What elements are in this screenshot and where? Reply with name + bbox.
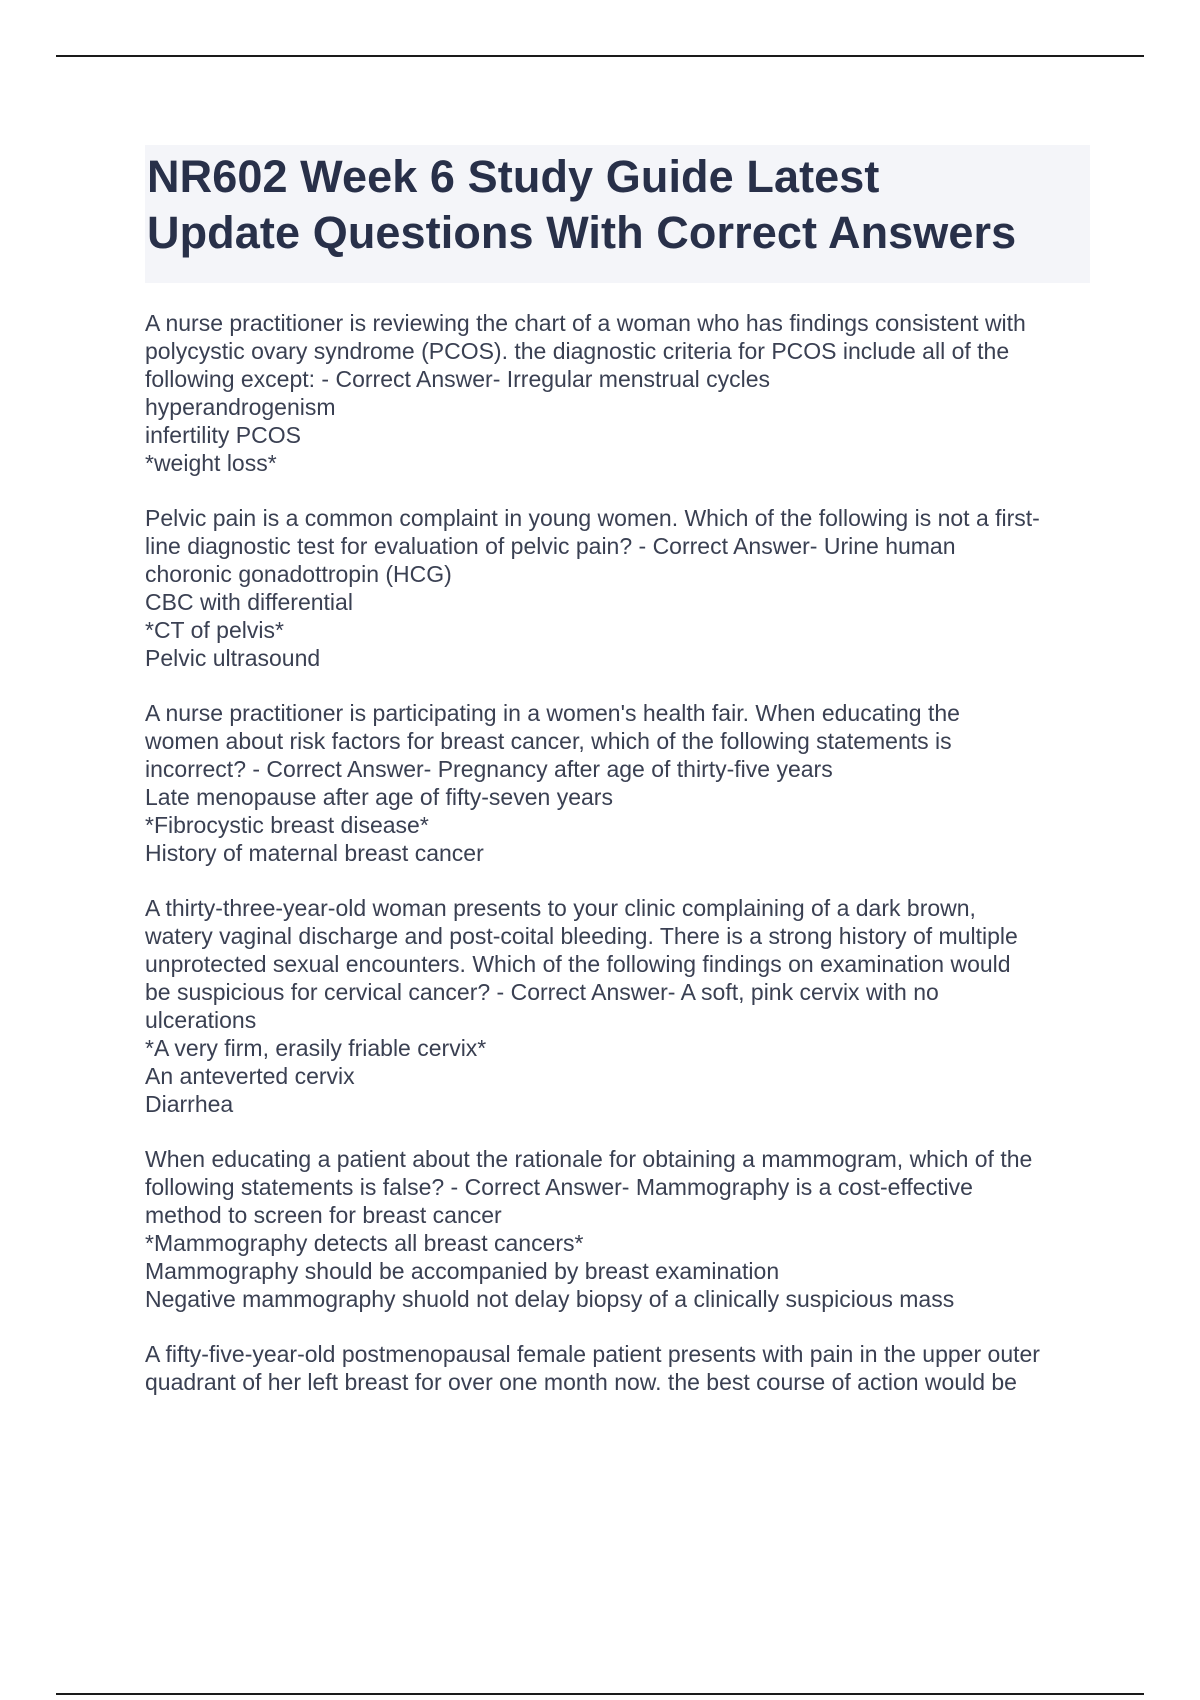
question-text-line: Diarrhea: [145, 1091, 234, 1117]
question-text-line: Pelvic ultrasound: [145, 645, 321, 671]
question-text-line: A nurse practitioner is reviewing the chart of a woman who has findings consistent with: [145, 310, 1026, 336]
question-text-line: An anteverted cervix: [145, 1063, 355, 1089]
title-line-1: NR602 Week 6 Study Guide Latest: [147, 151, 880, 202]
question-text-line: following statements is false? - Correct Answer- Mammography is a cost-effective: [145, 1174, 973, 1200]
question-list: [145, 309, 1095, 1423]
question-text-line: History of maternal breast cancer: [145, 840, 484, 866]
bottom-rule: [56, 1693, 1144, 1695]
question-block: [145, 1145, 1095, 1313]
question-text-line: *Fibrocystic breast disease*: [145, 812, 429, 838]
question-text-line: quadrant of her left breast for over one month now. the best course of action would be: [145, 1369, 1017, 1395]
question-text-line: line diagnostic test for evaluation of pelvic pain? - Correct Answer- Urine human: [145, 533, 956, 559]
question-text-line: Pelvic pain is a common complaint in young women. Which of the following is not a first-: [145, 505, 1040, 531]
question-block: [145, 309, 1095, 477]
question-text-line: watery vaginal discharge and post-coital bleeding. There is a strong history of multiple: [145, 923, 1018, 949]
question-text-line: be suspicious for cervical cancer? - Correct Answer- A soft, pink cervix with no: [145, 979, 939, 1005]
title-block: [145, 145, 1090, 283]
question-text-line: choronic gonadottropin (HCG): [145, 561, 452, 587]
question-text-line: method to screen for breast cancer: [145, 1202, 502, 1228]
question-text-line: When educating a patient about the rationale for obtaining a mammogram, which of the: [145, 1146, 1033, 1172]
question-text-line: *weight loss*: [145, 450, 277, 476]
title-line-2: Update Questions With Correct Answers: [147, 207, 1017, 258]
question-text-line: following except: - Correct Answer- Irregular menstrual cycles: [145, 366, 771, 392]
question-block: [145, 504, 1095, 672]
question-text-line: Late menopause after age of fifty-seven years: [145, 784, 613, 810]
question-text-line: infertility PCOS: [145, 422, 301, 448]
question-text-line: polycystic ovary syndrome (PCOS). the diagnostic criteria for PCOS include all of the: [145, 338, 1010, 364]
question-text-line: *Mammography detects all breast cancers*: [145, 1230, 584, 1256]
question-text-line: hyperandrogenism: [145, 394, 336, 420]
question-text-line: *CT of pelvis*: [145, 617, 284, 643]
question-block: [145, 894, 1095, 1118]
question-text-line: Mammography should be accompanied by breast examination: [145, 1258, 780, 1284]
question-text-line: *A very firm, erasily friable cervix*: [145, 1035, 487, 1061]
question-text-line: A thirty-three-year-old woman presents to your clinic complaining of a dark brown,: [145, 895, 976, 921]
page-title: [147, 149, 1090, 261]
question-text-line: CBC with differential: [145, 589, 353, 615]
question-block: [145, 1340, 1095, 1396]
question-text-line: incorrect? - Correct Answer- Pregnancy after age of thirty-five years: [145, 756, 833, 782]
question-text-line: A nurse practitioner is participating in a women's health fair. When educating the: [145, 700, 960, 726]
question-text-line: unprotected sexual encounters. Which of the following findings on examination would: [145, 951, 1011, 977]
question-text-line: women about risk factors for breast cancer, which of the following statements is: [145, 728, 952, 754]
question-text-line: ulcerations: [145, 1007, 257, 1033]
top-rule: [56, 55, 1144, 57]
question-block: [145, 699, 1095, 867]
question-text-line: A fifty-five-year-old postmenopausal female patient presents with pain in the upper outer: [145, 1341, 1040, 1367]
question-text-line: Negative mammography shuold not delay biopsy of a clinically suspicious mass: [145, 1286, 955, 1312]
